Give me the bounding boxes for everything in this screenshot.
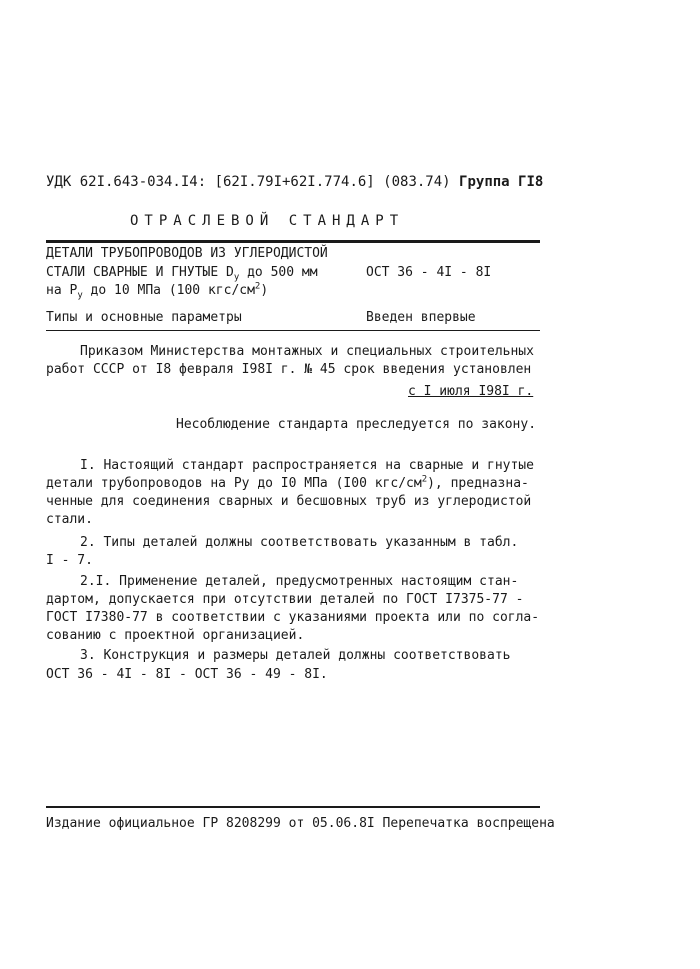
title-line-2-text: СТАЛИ СВАРНЫЕ И ГНУТЫЕ D [46, 265, 234, 280]
section-1-line-4: стали. [46, 512, 93, 527]
title-block-rule [46, 330, 540, 331]
section-2-1-line-2: дартом, допускается при отсутствии деталей по ГОСТ I7375-77 - [46, 592, 524, 607]
title-line-3-subscript: у [77, 290, 83, 301]
title-line-3-mid: до 10 МПа (100 кгс/см [82, 283, 255, 298]
section-2-line-2: I - 7. [46, 553, 93, 568]
udk-bracket: [62I.79I+62I.774.6] [214, 174, 375, 190]
ost-number: ОСТ 36 - 4I - 8I [366, 265, 492, 280]
title-line-3 [46, 283, 268, 299]
title-line-2-subscript: у [233, 272, 240, 283]
title-line-2 [46, 265, 318, 281]
header-rule [46, 240, 540, 243]
section-1-line-2 [46, 476, 529, 492]
standard-header: ОТРАСЛЕВОЙ СТАНДАРТ [130, 213, 405, 229]
section-2-line-1: 2. Типы деталей должны соответствовать указанным в табл. [80, 535, 519, 550]
title-line-3-superscript: 2 [254, 281, 261, 292]
introduced-note: Введен впервые [366, 310, 476, 325]
legal-warning: Несоблюдение стандарта преследуется по закону. [176, 417, 537, 432]
section-2-1-line-3: ГОСТ I7380-77 в соответствии с указаниями проекта или по согла- [46, 610, 540, 625]
order-line-3: с I июля I98I г. [408, 384, 534, 399]
section-1-line-2-text: детали трубопроводов на Ру до I0 МПа (I00 кгс/см [46, 476, 422, 491]
title-line-3-text: на P [46, 283, 78, 298]
footer-rule [46, 806, 540, 808]
section-3-line-2: ОСТ 36 - 4I - 8I - ОСТ 36 - 49 - 8I. [46, 667, 328, 682]
section-1-line-2-end: ), предназна- [427, 476, 529, 491]
title-line-2-end: до 500 мм [239, 265, 318, 280]
section-1-line-3: ченные для соединения сварных и бесшовных труб из углеродистой [46, 494, 532, 509]
footer-note: Издание официальное ГР 8208299 от 05.06.8I Перепечатка воспрещена [46, 816, 555, 831]
section-3-line-1: 3. Конструкция и размеры деталей должны соответствовать [80, 648, 511, 663]
title-line-3-end: ) [260, 283, 269, 298]
section-2-1-line-1: 2.I. Применение деталей, предусмотренных настоящим стан- [80, 574, 519, 589]
section-2-1-line-4: сованию с проектной организацией. [46, 628, 305, 643]
subtitle: Типы и основные параметры [46, 310, 242, 325]
group-code: Группа ГI8 [459, 174, 544, 190]
order-line-1: Приказом Министерства монтажных и специальных строительных [80, 344, 534, 359]
section-1-line-2-superscript: 2 [421, 474, 428, 485]
section-1-line-1: I. Настоящий стандарт распространяется на сварные и гнутые [80, 458, 534, 473]
order-line-2: работ СССР от I8 февраля I98I г. № 45 срок введения установлен [46, 362, 532, 377]
udk-rest: (083.74) [374, 174, 460, 190]
title-line-1: ДЕТАЛИ ТРУБОПРОВОДОВ ИЗ УГЛЕРОДИСТОЙ [46, 246, 328, 261]
udk-prefix: УДК 62I.643-034.I4: [46, 174, 215, 190]
udk-code [46, 174, 543, 190]
